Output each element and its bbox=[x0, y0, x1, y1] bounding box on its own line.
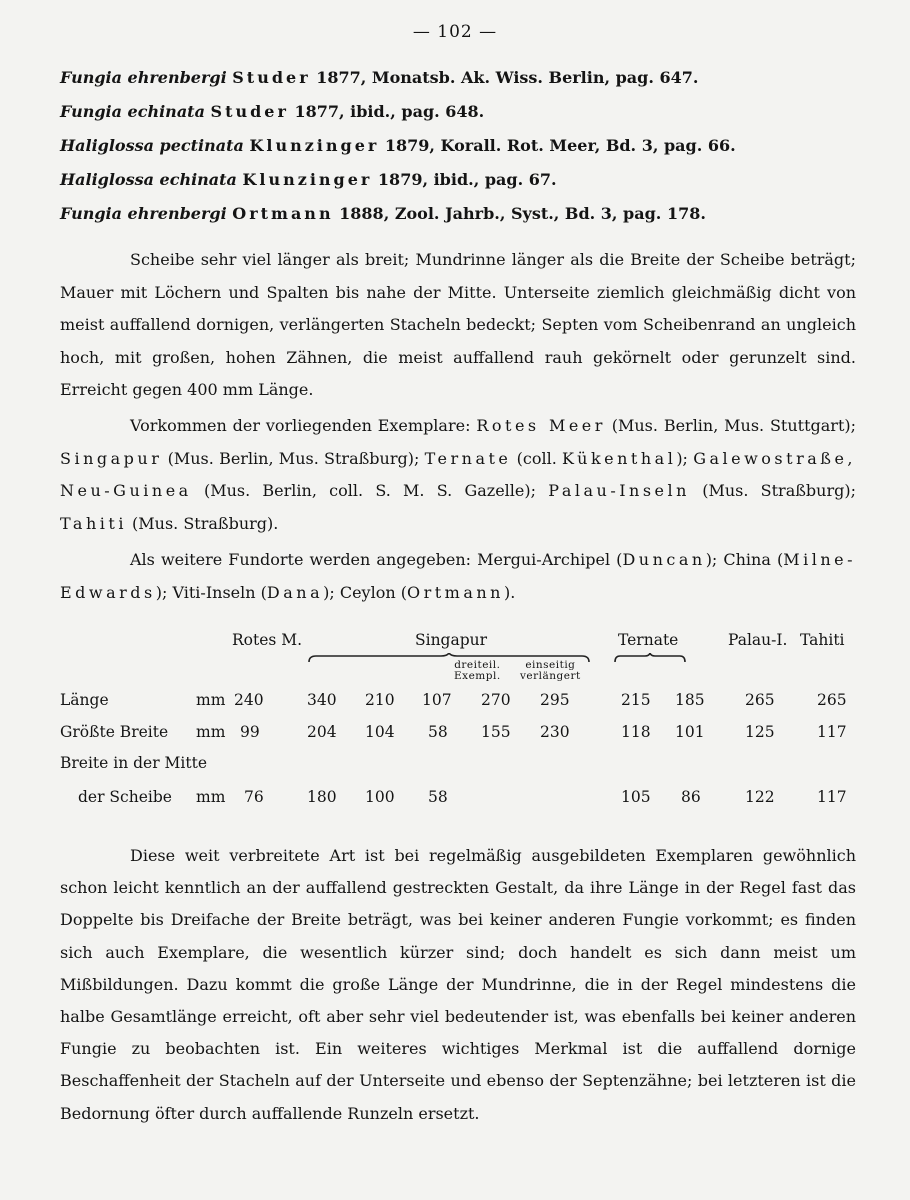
table-cell: 295 bbox=[540, 691, 570, 709]
description-paragraph bbox=[60, 244, 856, 407]
localities-text: ); Ceylon ( bbox=[323, 582, 407, 602]
cited-author: Milne-Edwards bbox=[60, 550, 856, 602]
collection: (Mus. Berlin, Mus. Straßburg); bbox=[162, 448, 425, 468]
table-cell: 107 bbox=[422, 691, 452, 709]
localities-text: ). bbox=[503, 582, 516, 602]
table-cell: 204 bbox=[307, 723, 337, 741]
table-cell: 185 bbox=[675, 691, 705, 709]
table-cell: 117 bbox=[817, 723, 847, 741]
species-name: Fungia ehrenbergi bbox=[60, 68, 227, 87]
localities-text: Als weitere Fundorte werden angegeben: Mergui-Archipel ( bbox=[130, 550, 623, 569]
table-cell: 210 bbox=[365, 691, 395, 709]
column-header: Palau-I. bbox=[728, 631, 788, 649]
species-name: Haliglossa pectinata bbox=[60, 136, 244, 155]
discussion-paragraph bbox=[60, 840, 856, 1130]
unit: mm bbox=[196, 788, 226, 806]
table-cell: 101 bbox=[675, 723, 705, 741]
group-brace bbox=[614, 653, 686, 663]
unit: mm bbox=[196, 723, 226, 741]
table-cell: 100 bbox=[365, 788, 395, 806]
table-cell: 240 bbox=[234, 691, 264, 709]
collection: (Mus. Berlin, coll. S. M. S. Gazelle); bbox=[191, 481, 549, 500]
column-header: Singapur bbox=[415, 631, 488, 649]
collection: (Mus. Straßburg). bbox=[126, 513, 279, 533]
collection: ); bbox=[676, 448, 694, 468]
cited-author: Ortmann bbox=[406, 582, 504, 602]
cited-author: Duncan bbox=[622, 550, 706, 569]
synonym-entry bbox=[60, 68, 860, 102]
table-cell: 230 bbox=[540, 723, 570, 741]
synonym-entry bbox=[60, 204, 860, 238]
table-cell: 125 bbox=[745, 723, 775, 741]
author-name: Studer bbox=[210, 102, 289, 121]
measurement-table bbox=[60, 625, 860, 815]
column-header: Rotes M. bbox=[232, 631, 303, 649]
table-cell: 58 bbox=[428, 723, 448, 741]
column-header: Tahiti bbox=[800, 631, 845, 649]
synonym-entry bbox=[60, 170, 860, 204]
column-header: Ternate bbox=[618, 631, 679, 649]
table-cell: 99 bbox=[240, 723, 260, 741]
table-cell: 118 bbox=[621, 723, 651, 741]
row-label: Breite in der Mitte bbox=[60, 754, 208, 772]
table-cell: 122 bbox=[745, 788, 775, 806]
table-cell: 180 bbox=[307, 788, 337, 806]
row-label: Größte Breite bbox=[60, 723, 169, 741]
row-label: der Scheibe bbox=[78, 788, 172, 806]
table-cell: 270 bbox=[481, 691, 511, 709]
reference: 1879, ibid., pag. 67. bbox=[377, 170, 557, 189]
unit: mm bbox=[196, 691, 226, 709]
row-label: Länge bbox=[60, 691, 109, 709]
author-name: Ortmann bbox=[232, 204, 334, 223]
table-cell: 265 bbox=[817, 691, 847, 709]
locality: Rotes Meer bbox=[476, 416, 606, 435]
author-name: Studer bbox=[232, 68, 311, 87]
locality: Galewostraße, Neu-Guinea bbox=[60, 448, 856, 500]
other-localities-paragraph bbox=[60, 544, 856, 609]
reference: 1877, Monatsb. Ak. Wiss. Berlin, pag. 647. bbox=[316, 68, 699, 87]
occurrence-paragraph bbox=[60, 410, 856, 540]
synonymy-list bbox=[60, 68, 860, 238]
synonym-entry bbox=[60, 102, 860, 136]
locality: Ternate bbox=[424, 448, 512, 468]
table-cell: 265 bbox=[745, 691, 775, 709]
column-subheader: einseitig verlängert bbox=[520, 659, 581, 682]
locality: Singapur bbox=[60, 448, 163, 468]
table-cell: 76 bbox=[244, 788, 264, 806]
collection: (Mus. Straßburg); bbox=[689, 481, 856, 500]
collector: Kükenthal bbox=[562, 448, 677, 468]
cited-author: Dana bbox=[266, 582, 324, 602]
locality: Palau-Inseln bbox=[548, 481, 690, 500]
reference: 1888, Zool. Jahrb., Syst., Bd. 3, pag. 178. bbox=[339, 204, 706, 223]
author-name: Klunzinger bbox=[242, 170, 373, 189]
collection: (coll. bbox=[511, 448, 563, 468]
description-text: Scheibe sehr viel länger als breit; Mundrinne länger als die Breite der Scheibe beträgt; Mauer mit Löchern und Spalten bis nahe der Mitte. Unterseite ziemlich gleichmäßig dicht von meist auffallend dornigen, verlängerten Stacheln bedeckt; Septen vom Scheibenrand an ungleich hoch, mit großen, hohen Zähnen, die meist auffallend rauh gekörnelt oder gerunzelt sind. Erreicht gegen 400 mm Länge. bbox=[60, 250, 856, 399]
discussion-text: Diese weit verbreitete Art ist bei regelmäßig ausgebildeten Exemplaren gewöhnlich schon leicht kenntlich an der auffallend gestreckten Gestalt, da ihre Länge in der Regel fast das Doppelte bis Dreifache der Breite beträgt, was bei keiner anderen Fungie vorkommt; es finden sich auch Exemplare, die wesentlich kürzer sind; doch handelt es sich dann meist um Mißbildungen. Dazu kommt die große Länge der Mundrinne, die in der Regel mindestens die halbe Gesamtlänge erreicht, oft aber sehr viel bedeutender ist, was ebenfalls bei keiner anderen Fungie zu beobachten ist. Ein weiteres wichtiges Merkmal ist die auffallend dornige Beschaffenheit der Stacheln auf der Unterseite und ebenso der Septenzähne; bei letzteren ist die Bedornung öfter durch auffallende Runzeln ersetzt. bbox=[60, 846, 856, 1123]
table-cell: 58 bbox=[428, 788, 448, 806]
occurrence-intro: Vorkommen der vorliegenden Exemplare: bbox=[130, 416, 471, 435]
table-cell: 340 bbox=[307, 691, 337, 709]
collection: (Mus. Berlin, Mus. Stuttgart); bbox=[605, 416, 857, 435]
species-name: Fungia echinata bbox=[60, 102, 205, 121]
species-name: Fungia ehrenbergi bbox=[60, 204, 227, 223]
column-subheader: dreiteil. Exempl. bbox=[454, 659, 501, 682]
species-name: Haliglossa echinata bbox=[60, 170, 237, 189]
table-cell: 215 bbox=[621, 691, 651, 709]
localities-text: ); Viti-Inseln ( bbox=[155, 582, 267, 602]
table-cell: 104 bbox=[365, 723, 395, 741]
locality: Tahiti bbox=[60, 513, 127, 533]
table-cell: 117 bbox=[817, 788, 847, 806]
page-number: — 102 — bbox=[412, 22, 498, 42]
table-cell: 86 bbox=[681, 788, 701, 806]
reference: 1877, ibid., pag. 648. bbox=[294, 102, 485, 121]
table-cell: 105 bbox=[621, 788, 651, 806]
author-name: Klunzinger bbox=[249, 136, 380, 155]
reference: 1879, Korall. Rot. Meer, Bd. 3, pag. 66. bbox=[384, 136, 736, 155]
table-cell: 155 bbox=[481, 723, 511, 741]
synonym-entry bbox=[60, 136, 860, 170]
localities-text: ); China ( bbox=[705, 550, 784, 569]
